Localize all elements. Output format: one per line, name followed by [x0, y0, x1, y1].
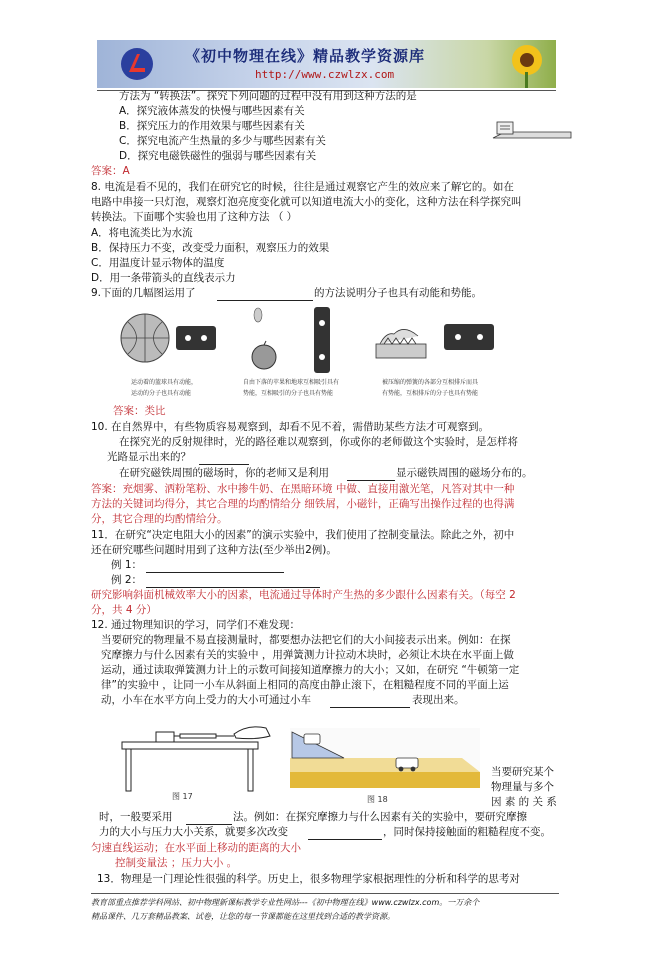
apple-figure: [248, 305, 344, 377]
blank: [186, 813, 232, 825]
answer-12: 匀速直线运动；在水平面上移动的距离的大小: [91, 842, 301, 854]
text-line: 9.下面的几幅图运用了: [91, 287, 196, 299]
text-line: 当要研究某个: [491, 766, 554, 778]
text-line: 电路中串接一只灯泡，观察灯泡亮度变化就可以知道电流大小的变化，这种方法在科学探究叫: [91, 196, 522, 208]
text-line: 律”的实验中 ，让同一小车从斜面上相同的高度由静止滚下，在粗糙程度不同的平面上运: [101, 679, 509, 691]
answer-10: 方法的关键词均得分，其它合理的均酌情给分 细铁屑，小磁针，正确写出操作过程的也得满: [91, 498, 515, 510]
blank: [146, 576, 320, 588]
header-title: 《初中物理在线》精品教学资源库: [185, 47, 426, 65]
text-line: 转换法。下面哪个实验也用了这种方法 （ ）: [91, 211, 298, 223]
option-d: D．用一条带箭头的直线表示力: [91, 272, 236, 284]
text-line: 11．在研究“决定电阻大小的因素”的演示实验中，我们使用了控制变量法。除此之外，初中: [91, 529, 515, 541]
figure-17-table: [116, 720, 276, 792]
blank: [199, 453, 249, 465]
blank: [217, 289, 313, 301]
figure-18-ramp: [290, 728, 480, 788]
figure-17-caption: 图 17: [172, 792, 193, 801]
site-logo: [119, 46, 155, 82]
text-line: 表现出来。: [412, 694, 465, 706]
text-line: 物理量与多个: [491, 781, 554, 793]
answer-11: 研究影响斜面机械效率大小的因素，电流通过导体时产生热的多少跟什么因素有关。（每空 2: [91, 589, 516, 601]
footer-text: 教育部重点推荐学科网站、初中物理新课标教学专业性网站---《初中物理在线》www.czwlzx.com。一万余个: [91, 898, 480, 907]
option-c: C．探究电流产生热量的多少与哪些因素有关: [119, 135, 326, 147]
text-line: 当要研究的物理量不易直接测量时，都要想办法把它们的大小间接表示出来。例如：在探: [101, 634, 511, 646]
text-line: 方法为 “转换法”。探究下列问题的过程中没有用到这种方法的是: [119, 90, 417, 102]
option-b: B．保持压力不变，改变受力面积，观察压力的效果: [91, 242, 330, 254]
text-line: 因 素 的 关 系: [491, 796, 557, 808]
answer-11: 分，共 4 分）: [91, 604, 157, 616]
option-a: A．将电流类比为水流: [91, 227, 193, 239]
text-line: 12. 通过物理知识的学习，同学们不难发现：: [91, 619, 301, 631]
text-line: 8. 电流是看不见的，我们在研究它的时候，往往是通过观察它产生的效应来了解它的。如在: [91, 181, 514, 193]
blank: [330, 696, 410, 708]
text-line: ，同时保持接触面的粗糙程度不变。: [383, 826, 551, 838]
figure-caption: 运动的分子也具有动能: [131, 390, 192, 397]
answer-10: 答案：充烟雾、洒粉笔粉、水中掺牛奶、在黑暗环境 中做、直接用激光笔，凡答对其中一种: [91, 483, 515, 495]
text-line: 光路显示出来的？: [107, 451, 191, 463]
example-2: 例 2：: [111, 574, 143, 586]
figure-caption: 运动着的篮球具有动能，: [131, 379, 198, 386]
footer-text: 精品课件、几万套精品教案、试卷，让您的每一节课都能在这里找到合适的教学资源。: [91, 912, 395, 921]
text-line: 在探究光的反射规律时，光的路径难以观察到，你或你的老师做这个实验时，是怎样将: [119, 436, 518, 448]
spring-block-figure: [491, 118, 573, 142]
option-a: A．探究液体蒸发的快慢与哪些因素有关: [119, 105, 305, 117]
text-line: 在研究磁铁周围的磁场时，你的老师又是利用: [119, 467, 329, 479]
figure-18-caption: 图 18: [367, 795, 388, 804]
text-line: 法。例如：在探究摩擦力与什么因素有关的实验中，要研究摩擦: [233, 811, 527, 823]
answer-10: 分，其它合理的均酌情给分。: [91, 513, 228, 525]
text-line: 13．物理是一门理论性很强的科学。历史上，很多物理学家根据理性的分析和科学的思考对: [97, 873, 520, 885]
text-line: 时，一般要采用: [99, 811, 173, 823]
blank: [308, 828, 382, 840]
example-1: 例 1：: [111, 559, 143, 571]
header-url[interactable]: http://www.czwlzx.com: [255, 68, 395, 81]
text-line: 运动，通过读取弹簧测力计上的示数可间接知道摩擦力的大小；又如，在研究 “牛顿第一定: [101, 664, 520, 676]
header-banner: [97, 40, 556, 88]
answer-7: 答案：A: [91, 165, 130, 177]
option-c: C．用温度计显示物体的温度: [91, 257, 225, 269]
text-line: 还在研究哪些问题时用到了这种方法(至少举出2例)。: [91, 544, 337, 556]
footer-rule: [91, 893, 559, 894]
blank: [347, 469, 395, 481]
figure-caption: 自由下落的苹果和地球互相吸引具有: [243, 379, 340, 386]
text-line: 10. 在自然界中，有些物质容易观察到，却看不见不着，需借助某些方法才可观察到。: [91, 421, 490, 433]
blank: [146, 561, 284, 573]
answer-9: 答案：类比: [113, 405, 166, 417]
basketball-figure: [118, 308, 218, 368]
figure-caption: 有势能，互相排斥的分子也具有势能: [382, 390, 479, 397]
figure-caption: 势能，互相吸引的分子也具有势能: [243, 390, 334, 397]
sunflower-icon: [497, 42, 553, 88]
text-line: 究摩擦力与什么因素有关的实验中 ，用弹簧测力计拉动木块时，必须让木块在水平面上做: [101, 649, 514, 661]
answer-12: 控制变量法 ；压力大小 。: [115, 857, 238, 869]
figure-caption: 被压缩的弹簧的各部分互相排斥而具: [382, 379, 479, 386]
text-line: 显示磁铁周围的磁场分布的。: [396, 467, 533, 479]
spring-hand-figure: [374, 312, 496, 364]
text-line: 的方法说明分子也具有动能和势能。: [314, 287, 482, 299]
option-b: B．探究压力的作用效果与哪些因素有关: [119, 120, 305, 132]
text-line: 力的大小与压力大小关系，就要多次改变: [99, 826, 288, 838]
text-line: 动，小车在水平方向上受力的大小可通过小车: [101, 694, 311, 706]
option-d: D．探究电磁铁磁性的强弱与哪些因素有关: [119, 150, 317, 162]
